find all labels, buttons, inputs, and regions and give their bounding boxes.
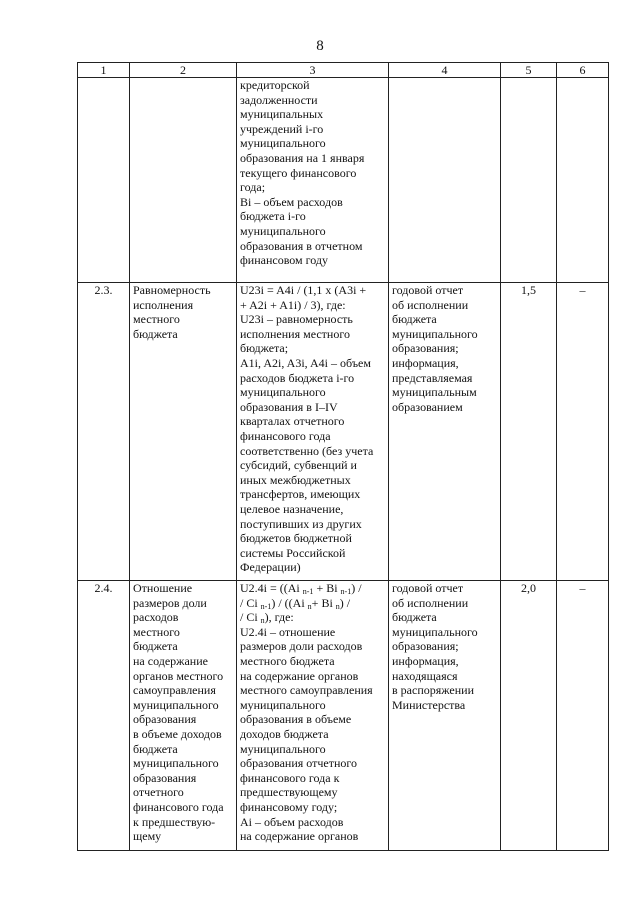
text-line: Министерства: [392, 697, 466, 712]
text-line: кредиторской: [240, 78, 310, 92]
indicators-table: [77, 62, 609, 851]
text-line: финансового года: [133, 799, 224, 814]
calculation-formula: [237, 283, 389, 581]
text-line: муниципальных: [240, 107, 324, 122]
text-line: задолженности: [240, 92, 318, 107]
text-line: муниципального: [240, 223, 326, 238]
text-line: U2.4i – отношение: [240, 624, 336, 639]
table-row: [78, 283, 609, 581]
text-line: доходов бюджета: [240, 726, 329, 741]
text-line: расходов бюджета i-го: [240, 370, 355, 385]
text-line: соответственно (без учета: [240, 443, 374, 458]
text-line: представляемая: [392, 370, 473, 385]
row-number: [78, 78, 130, 283]
text-line: образования в отчетном: [240, 238, 363, 253]
header-cell: 5: [501, 63, 557, 78]
text-line: находящаяся: [392, 668, 458, 683]
table-row: [78, 581, 609, 851]
note-cell: –: [557, 283, 609, 581]
text-line: бюджета;: [240, 341, 289, 356]
text-line: предшествующему: [240, 785, 338, 800]
text-line: муниципального: [240, 385, 326, 400]
text-line: образования в объеме: [240, 712, 352, 727]
text-line: на содержание: [133, 653, 208, 668]
note-cell: –: [557, 581, 609, 851]
text-line: об исполнении: [392, 595, 469, 610]
table-row: [78, 78, 609, 283]
formula-line: / Ci $_{n-1}$) / ((Ai $_n$+ Bi $_n$) /: [240, 595, 351, 611]
header-cell: 2: [130, 63, 237, 78]
text-line: муниципального: [240, 741, 326, 756]
text-line: расходов: [133, 610, 179, 625]
text-line: учреждений i-го: [240, 121, 324, 136]
text-line: + A2i + A1i) / 3), где:: [240, 297, 346, 312]
header-cell: 6: [557, 63, 609, 78]
text-line: размеров доли расходов: [240, 639, 363, 654]
text-line: образованием: [392, 399, 463, 414]
text-line: бюджетов бюджетной: [240, 531, 352, 546]
text-line: бюджета: [133, 326, 178, 341]
header-cell: 3: [237, 63, 389, 78]
text-line: субсидий, субвенций и: [240, 458, 357, 473]
row-number: 2.3.: [78, 283, 130, 581]
row-number: 2.4.: [78, 581, 130, 851]
text-line: размеров доли: [133, 595, 207, 610]
text-line: года;: [240, 180, 266, 195]
text-line: бюджета: [392, 312, 437, 327]
text-line: муниципального: [392, 624, 478, 639]
text-line: муниципального: [133, 697, 219, 712]
header-row: [78, 63, 609, 78]
text-line: финансовом году: [240, 253, 329, 268]
indicator-name: [130, 283, 237, 581]
text-line: исполнения: [133, 297, 194, 312]
text-line: муниципального: [240, 697, 326, 712]
weight-coefficient: [501, 78, 557, 283]
text-line: щему: [133, 829, 162, 844]
text-line: образования;: [392, 639, 459, 654]
text-line: образования отчетного: [240, 756, 358, 771]
text-line: местного бюджета: [240, 653, 335, 668]
weight-coefficient: 2,0: [501, 581, 557, 851]
text-line: годовой отчет: [392, 283, 464, 297]
text-line: поступивших из других: [240, 516, 362, 531]
header-cell: 1: [78, 63, 130, 78]
text-line: годовой отчет: [392, 581, 464, 595]
text-line: финансовому году;: [240, 799, 338, 814]
text-line: муниципального: [133, 756, 219, 771]
text-line: бюджета: [392, 610, 437, 625]
note-cell: [557, 78, 609, 283]
text-line: U23i – равномерность: [240, 312, 353, 327]
data-source: [389, 581, 501, 851]
text-line: образования;: [392, 341, 459, 356]
indicator-name: [130, 581, 237, 851]
text-line: местного самоуправления: [240, 683, 373, 698]
text-line: U23i = A4i / (1,1 x (A3i +: [240, 283, 367, 297]
text-line: кварталах отчетного: [240, 414, 345, 429]
text-line: местного: [133, 312, 180, 327]
text-line: к предшествую-: [133, 814, 216, 829]
text-line: органов местного: [133, 668, 224, 683]
header-cell: 4: [389, 63, 501, 78]
weight-coefficient: 1,5: [501, 283, 557, 581]
text-line: A1i, A2i, A3i, A4i – объем: [240, 355, 371, 370]
calculation-formula: [237, 78, 389, 283]
text-line: в распоряжении: [392, 683, 474, 698]
text-line: информация,: [392, 355, 459, 370]
formula-line: U2.4i = ((Ai $_{n-1}$ + Bi $_{n-1}$) /: [240, 581, 362, 596]
text-line: местного: [133, 624, 180, 639]
formula-line: / Ci $_n$), где:: [240, 610, 294, 626]
data-source: [389, 78, 501, 283]
text-line: отчетного: [133, 785, 184, 800]
text-line: муниципального: [240, 136, 326, 151]
text-line: бюджета i-го: [240, 209, 306, 224]
indicator-name: [130, 78, 237, 283]
text-line: Равномерность: [133, 283, 211, 297]
text-line: бюджета: [133, 639, 178, 654]
text-line: в объеме доходов: [133, 726, 222, 741]
text-line: образования в I–IV: [240, 399, 338, 414]
text-line: образования: [133, 712, 197, 727]
text-line: об исполнении: [392, 297, 469, 312]
text-line: Ai – объем расходов: [240, 814, 344, 829]
data-source: [389, 283, 501, 581]
text-line: самоуправления: [133, 683, 216, 698]
calculation-formula: [237, 581, 389, 851]
text-line: системы Российской: [240, 545, 346, 560]
text-line: образования на 1 января: [240, 150, 365, 165]
text-line: финансового года: [240, 428, 331, 443]
text-line: Отношение: [133, 581, 193, 595]
text-line: на содержание органов: [240, 668, 359, 683]
text-line: Bi – объем расходов: [240, 194, 343, 209]
page-number: 8: [316, 38, 324, 54]
text-line: информация,: [392, 653, 459, 668]
text-line: исполнения местного: [240, 326, 350, 341]
text-line: текущего финансового: [240, 165, 357, 180]
text-line: Федерации): [240, 560, 301, 575]
text-line: бюджета: [133, 741, 178, 756]
text-line: трансфертов, имеющих: [240, 487, 361, 502]
text-line: финансового года к: [240, 770, 340, 785]
text-line: целевое назначение,: [240, 501, 344, 516]
text-line: иных межбюджетных: [240, 472, 351, 487]
text-line: на содержание органов: [240, 829, 359, 844]
text-line: образования: [133, 770, 197, 785]
text-line: муниципального: [392, 326, 478, 341]
text-line: муниципальным: [392, 385, 477, 400]
